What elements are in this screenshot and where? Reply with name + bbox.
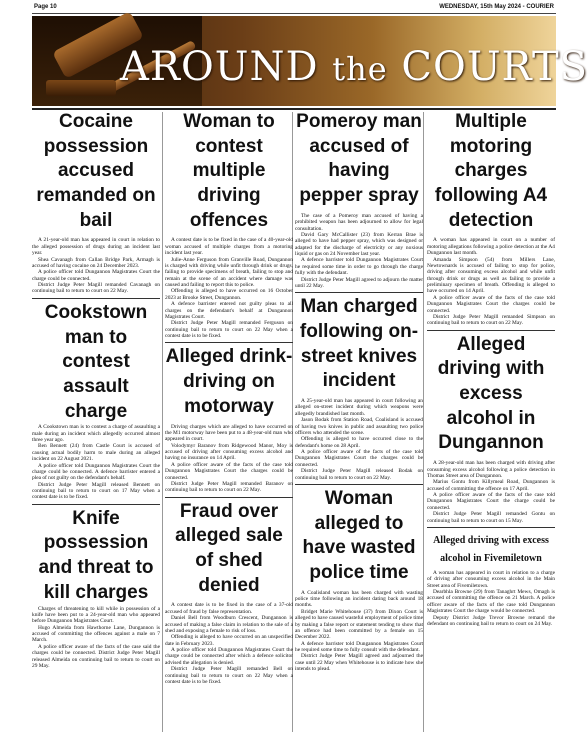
section-title-word-2: the: [332, 50, 388, 88]
paragraph: Dearbhla Browne (29) from Tanaghrt Mews, Omagh is accused of committing the offence on 21 March. A police officer aware of the facts of the case told Dungannon Magistrates Court the charge would be connected.: [427, 589, 555, 615]
section-title-word-3: COURTS: [401, 44, 588, 90]
paragraph: A Coalisland woman has been charged with wasting police time following an incident dating back around 18 months.: [295, 589, 423, 609]
article-rule: [295, 292, 423, 293]
article-pepper-spray: [295, 110, 423, 289]
paragraph: A defence barrister entered not guilty pleas to all charges on the defendant's behalf at Dungannon Magistrates Court.: [165, 301, 293, 320]
folio-bar: [0, 0, 580, 14]
page-number: Page 10: [34, 4, 57, 10]
article-body: [295, 213, 423, 290]
column-divider: [423, 112, 424, 732]
article-rule: [165, 497, 293, 498]
paragraph: Shea Cavanagh from Callan Bridge Park, Armagh is accused of having cocaine on 24 December 2023.: [32, 256, 160, 269]
paragraph: Amanda Simpson (54) from Millers Lane, Newtownards is accused of failing to stop for police, driving after consuming excess alcohol and while unfit through drink or drugs as well as failing to provide a preliminary specimen of breath. Offending is alleged to have occurred on 14 April.: [427, 256, 555, 295]
article-body: [427, 570, 555, 627]
article-body: [295, 398, 423, 481]
paragraph: District Judge Peter Magill remanded Ferguson on continuing bail to return to court on 22 May when a contest date is to be fixed.: [165, 320, 293, 340]
paragraph: A 25-year-old man has appeared in court following an alleged on-street incident during which weapons were allegedly brandished last month.: [295, 398, 423, 417]
paragraph: Volodymyr Baranov from Ridgewood Manor, Moy is accused of driving after consuming excess alcohol and having no insurance on 14 April.: [165, 442, 293, 462]
article-body: [165, 237, 293, 339]
article-fraud: [165, 500, 293, 686]
paragraph: District Judge Peter Magill agreed to adjourn the matter until 22 May.: [295, 276, 423, 289]
article-body: [427, 460, 555, 524]
headline: Alleged driving with excess alcohol in Dungannon: [437, 333, 545, 454]
article-dungannon-excess-alcohol: [427, 333, 555, 524]
paragraph: A contest date is to be fixed in the case of a 40-year-old woman accused of multiple charges from a motoring incident last year.: [165, 237, 293, 257]
article-rule: [427, 330, 555, 331]
paragraph: Driving charges which are alleged to have occurred on the M1 motorway have been put to a 48-year-old man who appeared in court.: [165, 423, 293, 443]
paragraph: A 21-year-old man has appeared in court in relation to the alleged possession of drugs during an incident last year.: [32, 237, 160, 257]
paragraph: District Judge Peter Magill released Bodak on continuing bail to return to court on 22 May.: [295, 468, 423, 481]
column-3: [295, 110, 423, 673]
sound-block-icon: [46, 80, 116, 96]
paragraph: Deputy District Judge Trevor Browne remand the defendant on continuing bail to return to court on 24 May.: [427, 614, 555, 627]
section-title-word-1: AROUND: [120, 44, 319, 90]
article-cocaine: [32, 110, 160, 295]
paragraph: Offending is alleged to have occurred on 16 October 2023 at Brooke Street, Dungannon.: [165, 288, 293, 301]
paragraph: A police officer aware of the facts of the case told Dungannon Magistrates Court the charges could be connected.: [295, 449, 423, 468]
paragraph: A woman has appeared in court on a number of motoring allegations following a police detection at the A4 Dungannon last month.: [427, 237, 555, 257]
article-knife: [32, 507, 160, 670]
article-motorway: [165, 345, 293, 493]
paragraph: A police officer aware of the facts of the case told Dungannon Magistrates Court the charge could be connected.: [427, 492, 555, 511]
article-body: [32, 424, 160, 501]
article-wasted-police-time: [295, 487, 423, 673]
paragraph: A woman has appeared in court in relation to a charge of driving after consuming excess alcohol in the Main Street area of Fivemiletown.: [427, 569, 555, 589]
edition-date: WEDNESDAY, 15th May 2024 - COURIER: [439, 4, 554, 10]
headline: Alleged drink-driving on motorway: [165, 346, 293, 417]
paragraph: A contest date is to be fixed in the case of a 37-old accused of fraud by false representation.: [165, 602, 293, 615]
column-1: [32, 110, 160, 669]
headline: Man charged following on-street knives incident: [299, 296, 419, 392]
headline-line-1: Alleged driving with excess: [433, 534, 549, 546]
headline: Fraud over alleged sale of shed denied: [175, 500, 283, 596]
paragraph: A police officer told Dungannon Magistrates Court the charge could be connected.: [32, 269, 160, 282]
column-divider: [162, 112, 163, 732]
column-2: [165, 110, 293, 685]
article-rule: [165, 342, 293, 343]
headline: Multiple motoring charges following A4 detection: [434, 111, 548, 231]
headline: Woman to contest multiple driving offences: [183, 111, 275, 231]
paragraph: District Judge Peter Magill remanded Cavanagh on continuing bail to return to court on 22 May.: [32, 282, 160, 295]
folio-rule: [32, 13, 556, 14]
article-body: [32, 237, 160, 294]
paragraph: Ben Bennett (24) from Castle Court is accused of causing actual bodily harm to male during an alleged incident on 22 August 2021.: [32, 443, 160, 463]
section-title: [120, 44, 588, 90]
paragraph: District Judge Peter Magill remanded Bell on continuing bail to return to court on 22 May when a contest date is to be fixed.: [165, 666, 293, 685]
article-woman-contest: [165, 110, 293, 339]
article-body: [295, 590, 423, 673]
paragraph: David Gary McCallister (23) from Kerran Brae is alleged to have had pepper spray, which was designed or adapted for the discharge of electricity or any noxious liquid or gas on 24 November last year.: [295, 231, 423, 257]
column-4: [427, 110, 555, 627]
paragraph: Charges of threatening to kill while in possession of a knife have been put to a 24-year-old man who appeared before Dungannon Magistrates Court.: [32, 605, 160, 625]
article-knives-incident: [295, 295, 423, 481]
paragraph: The case of a Pomeroy man accused of having a prohibited weapon has been adjourned to allow for legal consultation.: [295, 212, 423, 232]
article-fivemiletown: [427, 530, 555, 627]
article-body: [32, 606, 160, 670]
paragraph: Hugo Almeida from Hawthorne Lane, Dungannon is accused of committing the offences against a male on 7 March.: [32, 624, 160, 644]
paragraph: A police officer told Dungannon Magistrates Court the charge could be connected after which a defence solicitor advised the allegation is denied.: [165, 647, 293, 666]
article-rule: [427, 527, 555, 528]
paragraph: A defence barrister told Dungannon Magistrates Court he required some time in order to go through the charge fully with the defendant.: [295, 257, 423, 277]
article-rule: [295, 484, 423, 485]
paragraph: District Judge Peter Magill remanded Gontu on continuing bail to return to court on 15 May.: [427, 511, 555, 524]
paragraph: District Judge Peter Magill agreed and adjourned the case until 22 May when Whitehouse is to indicate how she intends to plead.: [295, 653, 423, 673]
paragraph: District Judge Peter Magill released Bennett on continuing bail to return to court on 17 May when a contest date is to be fixed.: [32, 481, 160, 501]
paragraph: Offending is alleged to have occurred close to the defendant's home on 28 April.: [295, 436, 423, 449]
paragraph: A police officer aware of the facts of the case said the charges could be connected. District Judge Peter Magill released Almeida on continuing bail to return to court on 29 May.: [32, 643, 160, 669]
article-rule: [32, 298, 160, 299]
paragraph: A police officer told Dungannon Magistrates Court the charge could be connected. A defence barrister entered a plea of not guilty on the defendant's behalf.: [32, 462, 160, 482]
paragraph: Marius Gontu from Killymeal Road, Dungannon is accused of committing the offence on 17 April.: [427, 479, 555, 492]
paragraph: A Cookstown man is to contest a charge of assaulting a male during an incident which allegedly occurred almost three year ago.: [32, 424, 160, 443]
article-cookstown: [32, 301, 160, 501]
paragraph: District Judge Peter Magill remanded Baranov on continuing bail to return to court on 22 May.: [165, 480, 293, 494]
paragraph: A police officer aware of the facts of the case told Dungannon Magistrates Court the charges could be connected.: [427, 294, 555, 314]
paragraph: A 28-year-old man has been charged with driving after consuming excess alcohol following a police detection in Thomas Street area of Dungannon.: [427, 460, 555, 479]
headline: Woman alleged to have wasted police time: [302, 487, 416, 583]
article-body: [165, 602, 293, 685]
paragraph: Bridget Marie Whitehouse (37) from Dixon Court is alleged to have caused wasteful employment of police time by making a false report or statement tending to show that an offence had been committed by a female on 15 December 2022.: [295, 608, 423, 641]
article-body: [427, 237, 555, 326]
headline: Knife possession and threat to kill charges: [38, 507, 154, 603]
paragraph: Offending is alleged to have occurred on an unspecified date in February 2023.: [165, 634, 293, 647]
paragraph: A defence barrister told Dungannon Magistrates Court he required some time to fully consult with the defendant.: [295, 640, 423, 653]
paragraph: Julie-Anne Ferguson from Granville Road, Dungannon is charged with driving while unfit through drink or drugs, failing to provide specimens of breath, failing to stop and remain at the scene of an accident where damage was caused and failing to report this to police.: [165, 256, 293, 289]
article-a4-detection: [427, 110, 555, 327]
headline: Pomeroy man accused of having pepper spray: [296, 111, 422, 207]
paragraph: Daniel Bell from Woodburn Crescent, Dungannon is accused of making a false claim in relation to the sale of a shed and exposing a female to risk of loss.: [165, 615, 293, 634]
article-body: [165, 424, 293, 494]
headline: Cocaine possession accused remanded on bail: [36, 111, 156, 231]
paragraph: A police officer aware of the facts of the case told Dungannon Magistrates Court the charges could be connected.: [165, 461, 293, 481]
section-banner: [32, 16, 588, 106]
article-rule: [32, 504, 160, 505]
paragraph: Jason Bodak from Station Road, Coalisland is accused of having two knives in public and assaulting two police officers who attended the scene.: [295, 417, 423, 436]
headline: Cookstown man to contest assault charge: [44, 301, 148, 422]
headline-line-2: alcohol in Fivemiletown: [440, 552, 542, 564]
paragraph: District Judge Peter Magill remanded Simpson on continuing bail to return to court on 22 May.: [427, 313, 555, 327]
